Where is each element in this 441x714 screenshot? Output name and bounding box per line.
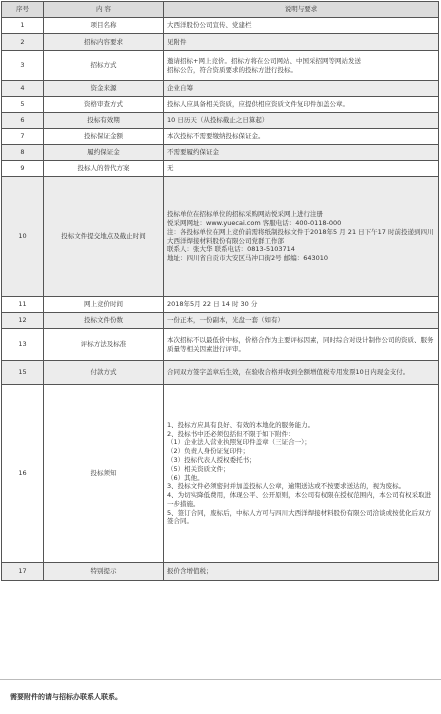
table-row (2, 18, 439, 34)
row-item: 投标人的替代方案 (44, 161, 164, 177)
table-row (2, 81, 439, 97)
row-item: 招标方式 (44, 51, 164, 81)
row-description (164, 113, 439, 129)
table-row (2, 313, 439, 329)
row-description (164, 297, 439, 313)
row-description (164, 51, 439, 81)
footer-divider (0, 679, 441, 680)
row-number: 3 (2, 51, 44, 81)
description-line: 报价含增值税； (167, 567, 213, 576)
description-line: 3、投标文件必须密封并加盖投标人公章，逾期送达或不按要求送达的，视为废标。 (167, 482, 406, 491)
description-line: 合同双方签字盖章后生效，在验收合格并收到全额增值税专用发票10日内现金支付。 (167, 368, 410, 377)
description-line: （3）投标代表人授权委托书； (167, 455, 256, 464)
row-number: 1 (2, 18, 44, 34)
row-number: 11 (2, 297, 44, 313)
description-line: 4、为切实降低费用，体现公平、公开原则，本公司有权限在授权范围内，本公司有权采取进一步措施。 (167, 491, 432, 508)
row-number: 8 (2, 145, 44, 161)
bid-info-table (1, 1, 439, 581)
table-row (2, 145, 439, 161)
description-line: 一份正本，一份副本，光盘一套（如有） (167, 316, 284, 325)
description-line: 本次招标不以最低价中标，价格合作为主要评标因素，同时综合对设计制作公司的资质、服务质量等相关因素进行评审。 (167, 335, 434, 353)
row-item: 投标有效期 (44, 113, 164, 129)
description-line: 5、签订合同，废标后，中标人方可与四川大西洋焊接材料股份有限公司洽谈或按优化后双方签合同。 (167, 508, 432, 526)
row-number: 12 (2, 313, 44, 329)
table-row (2, 97, 439, 113)
description-line: 联系人：张大华 联系电话：0813-5103714 (167, 245, 295, 254)
table-row (2, 563, 439, 581)
row-number: 2 (2, 34, 44, 51)
row-item: 特别提示 (44, 563, 164, 581)
description-line: （5）相关资质文件； (167, 464, 230, 473)
description-line: 2、投标书中还必须包括但不限于如下附件： (167, 429, 295, 438)
table-row (2, 297, 439, 313)
row-item: 项目名称 (44, 18, 164, 34)
description-line: 悦采网网址：www.yuecai.com 客服电话：400-0118-000 (167, 218, 342, 227)
footer-note: 需要附件的请与招标办联系人联系。 (10, 693, 122, 701)
row-description (164, 161, 439, 177)
row-description (164, 97, 439, 113)
row-item: 网上竞价时间 (44, 297, 164, 313)
row-number: 17 (2, 563, 44, 581)
description-line: 地址：四川省自贡市大安区马冲口街2号 邮编：643010 (167, 254, 329, 263)
row-description (164, 81, 439, 97)
table-row (2, 113, 439, 129)
description-line: 10 日历天（从投标截止之日算起） (167, 116, 269, 125)
description-line: 1、投标方应具有良好、有效的本地化的服务能力。 (167, 420, 315, 429)
row-item: 投标文件份数 (44, 313, 164, 329)
row-description (164, 145, 439, 161)
description-line: 投标单位在招标单位的招标采购网站悦采网上进行注册 (167, 210, 323, 219)
row-item: 资金来源 (44, 81, 164, 97)
row-description (164, 563, 439, 581)
row-description (164, 313, 439, 329)
table-row (2, 161, 439, 177)
row-number: 6 (2, 113, 44, 129)
description-line: 大西洋股份公司宣传、党建栏 (167, 21, 252, 30)
header-desc: 说明与要求 (164, 2, 439, 18)
description-line: 企业自筹 (167, 84, 193, 93)
row-description (164, 129, 439, 145)
row-number: 13 (2, 329, 44, 361)
table-header-row (2, 2, 439, 18)
description-line: （2）负责人身份证复印件； (167, 447, 250, 456)
description-line: 注：各投标单位在网上竞价前需将纸制投标文件于2018年5 月 21 日下午17 时前投递到四川大西洋焊接材料股份有限公司党群工作部 (167, 227, 434, 245)
table-row (2, 34, 439, 51)
description-line: （6）其他。 (167, 473, 204, 482)
row-number: 7 (2, 129, 44, 145)
table-row (2, 329, 439, 361)
row-number: 9 (2, 161, 44, 177)
description-line: 邀请招标+网上竞价。招标方将在公司网站、中国采招网等网站发送 (167, 56, 361, 65)
row-number: 16 (2, 385, 44, 563)
description-line: 2018年5月 22 日 14 时 30 分 (167, 300, 258, 309)
row-item: 投标须知 (44, 385, 164, 563)
row-item: 招标内容要求 (44, 34, 164, 51)
row-description (164, 385, 439, 563)
description-line: （1）企业法人营业执照复印件盖章（三证合一）； (167, 438, 311, 447)
row-item: 履约保证金 (44, 145, 164, 161)
header-item: 内 容 (44, 2, 164, 18)
description-line: 投标人应具备相关资质，应提供相应资质文件复印件加盖公章。 (167, 100, 349, 109)
description-line: 见附件 (167, 37, 187, 46)
description-line: 不需要履约保证金 (167, 148, 219, 157)
row-item: 投标保证金额 (44, 129, 164, 145)
header-no: 序号 (2, 2, 44, 18)
row-item: 评标方法及标准 (44, 329, 164, 361)
row-description (164, 18, 439, 34)
row-description (164, 34, 439, 51)
row-number: 15 (2, 361, 44, 385)
description-line: 本次投标不需要缴纳投标保证金。 (167, 132, 265, 141)
row-number: 4 (2, 81, 44, 97)
description-line: 无 (167, 164, 174, 173)
table-row (2, 385, 439, 563)
table-row (2, 177, 439, 297)
row-number: 10 (2, 177, 44, 297)
row-item: 资格审查方式 (44, 97, 164, 113)
table-row (2, 129, 439, 145)
row-description (164, 361, 439, 385)
row-item: 付款方式 (44, 361, 164, 385)
table-row (2, 51, 439, 81)
description-line: 招标公告，符合资质要求的投标方进行投标。 (167, 65, 297, 74)
row-item: 投标文件提交地点及截止时间 (44, 177, 164, 297)
row-description (164, 329, 439, 361)
row-description (164, 177, 439, 297)
table-row (2, 361, 439, 385)
row-number: 5 (2, 97, 44, 113)
